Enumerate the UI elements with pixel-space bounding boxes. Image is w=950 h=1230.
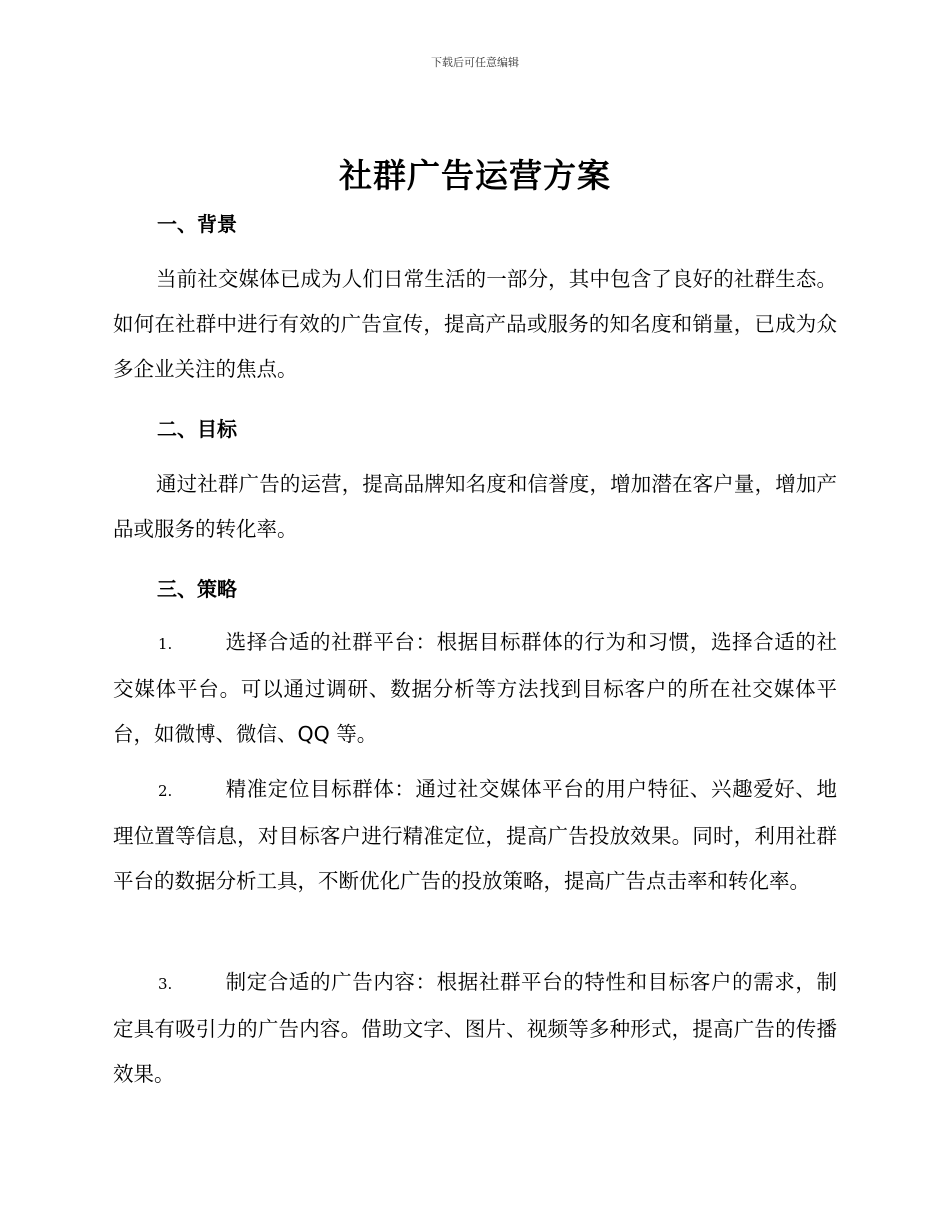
section-body-goal: 通过社群广告的运营，提高品牌知名度和信誉度，增加潜在客户量，增加产品或服务的转化率。 xyxy=(113,472,837,541)
strategy-list-item xyxy=(113,960,837,1097)
list-item-number: 3. xyxy=(158,975,173,993)
list-item-number: 2. xyxy=(158,782,173,800)
section-heading-background: 一、背景 xyxy=(157,212,237,236)
list-item-text: 制定合适的广告内容：根据社群平台的特性和目标客户的需求，制定具有吸引力的广告内容。借助文字、图片、视频等多种形式，提高广告的传播效果。 xyxy=(113,970,837,1086)
section-body-background: 当前社交媒体已成为人们日常生活的一部分，其中包含了良好的社群生态。如何在社群中进行有效的广告宣传，提高产品或服务的知名度和销量，已成为众多企业关注的焦点。 xyxy=(113,267,837,381)
list-item-text: 精准定位目标群体：通过社交媒体平台的用户特征、兴趣爱好、地理位置等信息，对目标客户进行精准定位，提高广告投放效果。同时，利用社群平台的数据分析工具，不断优化广告的投放策略，提高广告点击率和转化率。 xyxy=(113,777,837,893)
strategy-list-item xyxy=(113,767,837,904)
list-item-number: 1. xyxy=(158,635,173,653)
document-title: 社群广告运营方案 xyxy=(339,156,611,195)
section-heading-goal: 二、目标 xyxy=(157,417,237,441)
list-item-text: 选择合适的社群平台：根据目标群体的行为和习惯，选择合适的社交媒体平台。可以通过调研、数据分析等方法找到目标客户的所在社交媒体平台，如微博、微信、QQ 等。 xyxy=(113,630,837,746)
strategy-list-item xyxy=(113,620,837,757)
section-heading-strategy: 三、策略 xyxy=(157,577,237,601)
page-header-note: 下载后可任意编辑 xyxy=(431,56,519,69)
